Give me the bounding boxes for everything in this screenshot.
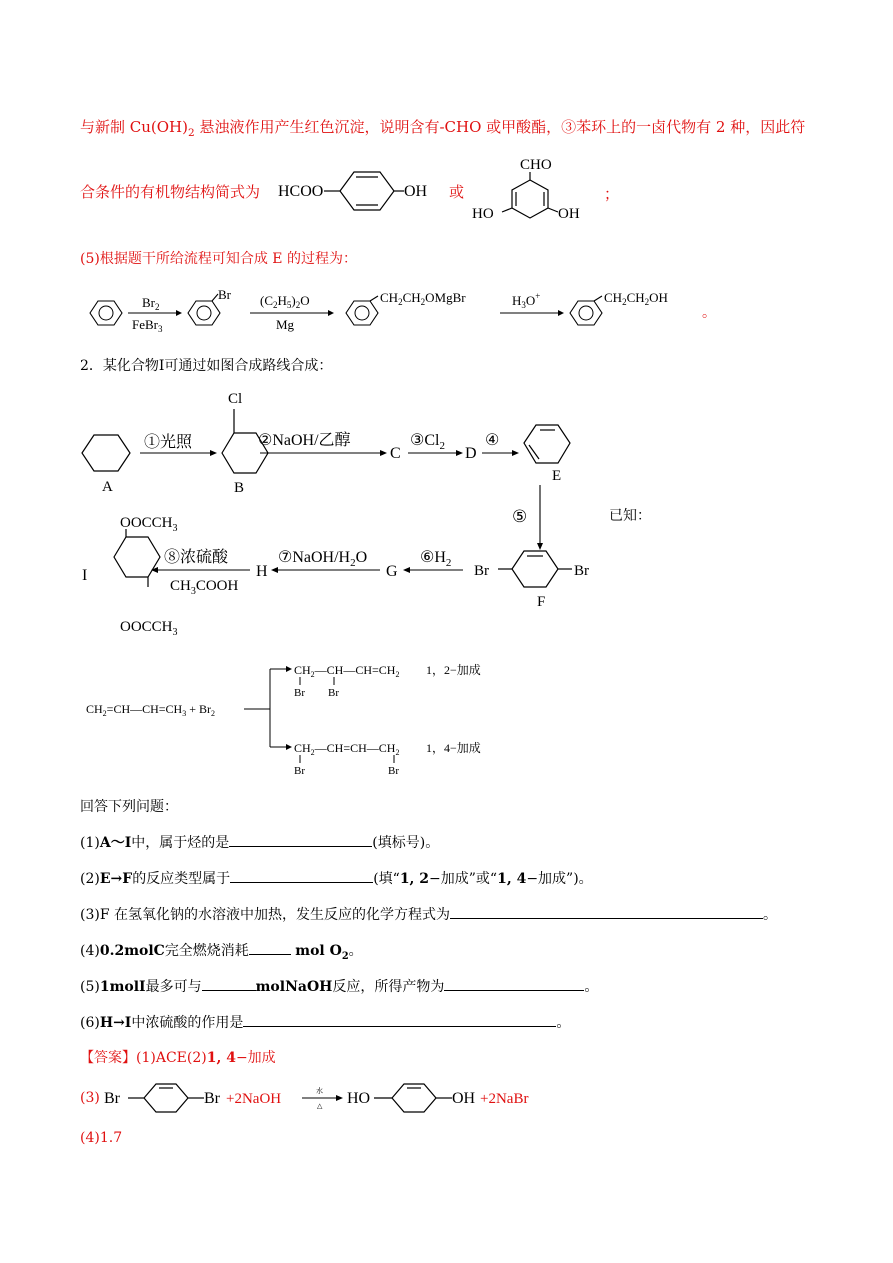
r1-bot: FeBr$_3$ (132, 317, 163, 334)
r3-top: $H_3O^+$ (512, 291, 541, 310)
kp2-br-1: Br (294, 765, 305, 777)
answer-blank-4[interactable] (249, 940, 291, 955)
p2: $CH_2CH_2OMgBr$ (380, 290, 466, 307)
eq-plus-naoh: +2NaOH (226, 1091, 282, 1107)
struct2-right: OH (558, 206, 580, 222)
i-top-group: $OOCCH_3$ (120, 515, 178, 534)
step-4: ④ (485, 432, 500, 449)
text-or: 或 (449, 183, 465, 201)
label-f: F (537, 594, 546, 610)
kp1-br-1: Br (294, 687, 305, 699)
text-line1-b: 悬浊液作用产生红色沉淀，说明含有-CHO 或甲酸酯，③苯环上的一卤代物有 2 种，因此符 (194, 118, 806, 136)
label-c: C (390, 445, 401, 462)
eq-ho: HO (347, 1090, 371, 1107)
step-7: ⑦NaOH/$H_2O$ (278, 549, 368, 569)
eq-tail: +2NaBr (480, 1091, 529, 1107)
text-semicolon: ； (604, 185, 620, 203)
compound-i (114, 537, 160, 577)
question-3: (3)F 在氢氧化钠的水溶液中加热，发生反应的化学方程式为 。 (80, 904, 777, 924)
structure-hcoo-phenol (276, 160, 446, 220)
label-h: H (256, 563, 268, 580)
answer-blank-5b[interactable] (444, 976, 584, 991)
answer-blank-6[interactable] (243, 1012, 556, 1027)
p1-br: Br (218, 287, 231, 302)
compound-a (82, 435, 130, 471)
text-line-5: (5)根据题干所给流程可知合成 E 的过程为： (80, 251, 357, 267)
kp1-br-2: Br (328, 687, 339, 699)
question-6: (6)H→I中浓硫酸的作用是 。 (80, 1012, 570, 1032)
f-br-right: Br (574, 563, 589, 579)
known-product-2: $CH_2—CH=CH—CH_2$ (294, 741, 400, 757)
label-b: B (234, 480, 245, 496)
kp2-br-2: Br (388, 765, 399, 777)
known-reactants: $CH_2=CH—CH=CH_3 + Br_2$ (86, 702, 215, 718)
r1-top: $Br_2$ (142, 295, 160, 312)
struct2-left: HO (472, 206, 494, 222)
text-line-1 (80, 116, 805, 139)
benzene-ring-2 (346, 301, 378, 325)
struct2-top: CHO (520, 157, 552, 173)
benzene-ring-3 (570, 301, 602, 325)
i-bottom-group: $OOCCH_3$ (120, 619, 178, 638)
known-label-12: 1，2−加成 (426, 663, 481, 677)
benzene-ring (90, 301, 122, 325)
known-reaction-diagram (80, 655, 600, 785)
text-line1-sub: 2 (188, 127, 195, 139)
bromobenzene-ring (188, 301, 220, 325)
step-5: ⑤ (512, 507, 528, 526)
b-cl: Cl (228, 391, 243, 407)
known-label: 已知： (609, 508, 651, 524)
answer-3-prefix: (3) (80, 1090, 100, 1106)
compound-e (524, 425, 570, 463)
eq-br-right: Br (204, 1090, 220, 1107)
struct1-left: HCOO (278, 183, 324, 200)
question-1: (1)A～I中，属于烃的是 (填标号)。 (80, 832, 439, 852)
flow5-end: 。 (702, 305, 716, 321)
label-a: A (102, 479, 113, 495)
answer-blank-2[interactable] (230, 868, 373, 883)
r2-top: $(C_2H_5)_2O$ (260, 293, 310, 310)
answer-blank-5a[interactable] (202, 976, 256, 991)
step-3: $③Cl_2$ (410, 432, 445, 452)
text-line-2: 合条件的有机物结构简式为 (80, 183, 261, 201)
answer-blank-3[interactable] (450, 904, 763, 919)
r2-bot: Mg (276, 317, 295, 332)
question-4: (4)0.2molC完全燃烧消耗 mol $O_2$。 (80, 940, 363, 962)
f-br-left: Br (474, 563, 489, 579)
q2-title: 2．某化合物I可通过如图合成路线合成： (80, 358, 333, 374)
step-8-bottom: $CH_3COOH$ (170, 578, 239, 597)
label-i: I (82, 567, 88, 584)
question-5: (5)1molI最多可与 molNaOH反应，所得产物为 。 (80, 976, 598, 996)
step-6: $⑥H_2$ (420, 549, 452, 569)
question-2: (2)E→F的反应类型属于 (填“1, 2−加成”或“1, 4−加成”)。 (80, 868, 593, 888)
eq-oh: OH (452, 1090, 476, 1107)
questions-intro: 回答下列问题： (80, 799, 178, 815)
answer-4: (4)1.7 (80, 1130, 123, 1146)
synthesis-route-diagram (80, 385, 640, 645)
step-8-top: ⑧浓硫酸 (164, 549, 229, 566)
p3: $CH_2CH_2OH$ (604, 290, 668, 307)
step-1: ①光照 (144, 434, 193, 451)
answer-label: 【答案】 (80, 1050, 136, 1066)
label-e: E (552, 468, 562, 484)
structure-dihydroxybenzaldehyde (470, 152, 590, 227)
known-label-14: 1，4−加成 (426, 741, 481, 755)
text-line1-a: 与新制 Cu(OH) (80, 118, 188, 136)
eq-br-left: Br (104, 1090, 120, 1107)
eq-cond-top: 水 (316, 1087, 323, 1095)
answer-3-equation (104, 1078, 564, 1118)
label-d: D (465, 445, 477, 462)
known-product-1: $CH_2—CH—CH=CH_2$ (294, 663, 400, 679)
struct1-right: OH (404, 183, 428, 200)
eq-cond-bot: △ (317, 1102, 323, 1110)
answer-line-1: 【答案】(1)ACE(2)1, 4−加成 (80, 1050, 276, 1066)
synthesis-flow-e (80, 282, 730, 332)
label-g: G (386, 563, 398, 580)
answer-blank-1[interactable] (229, 832, 372, 847)
step-2: ②NaOH/乙醇 (258, 432, 351, 449)
